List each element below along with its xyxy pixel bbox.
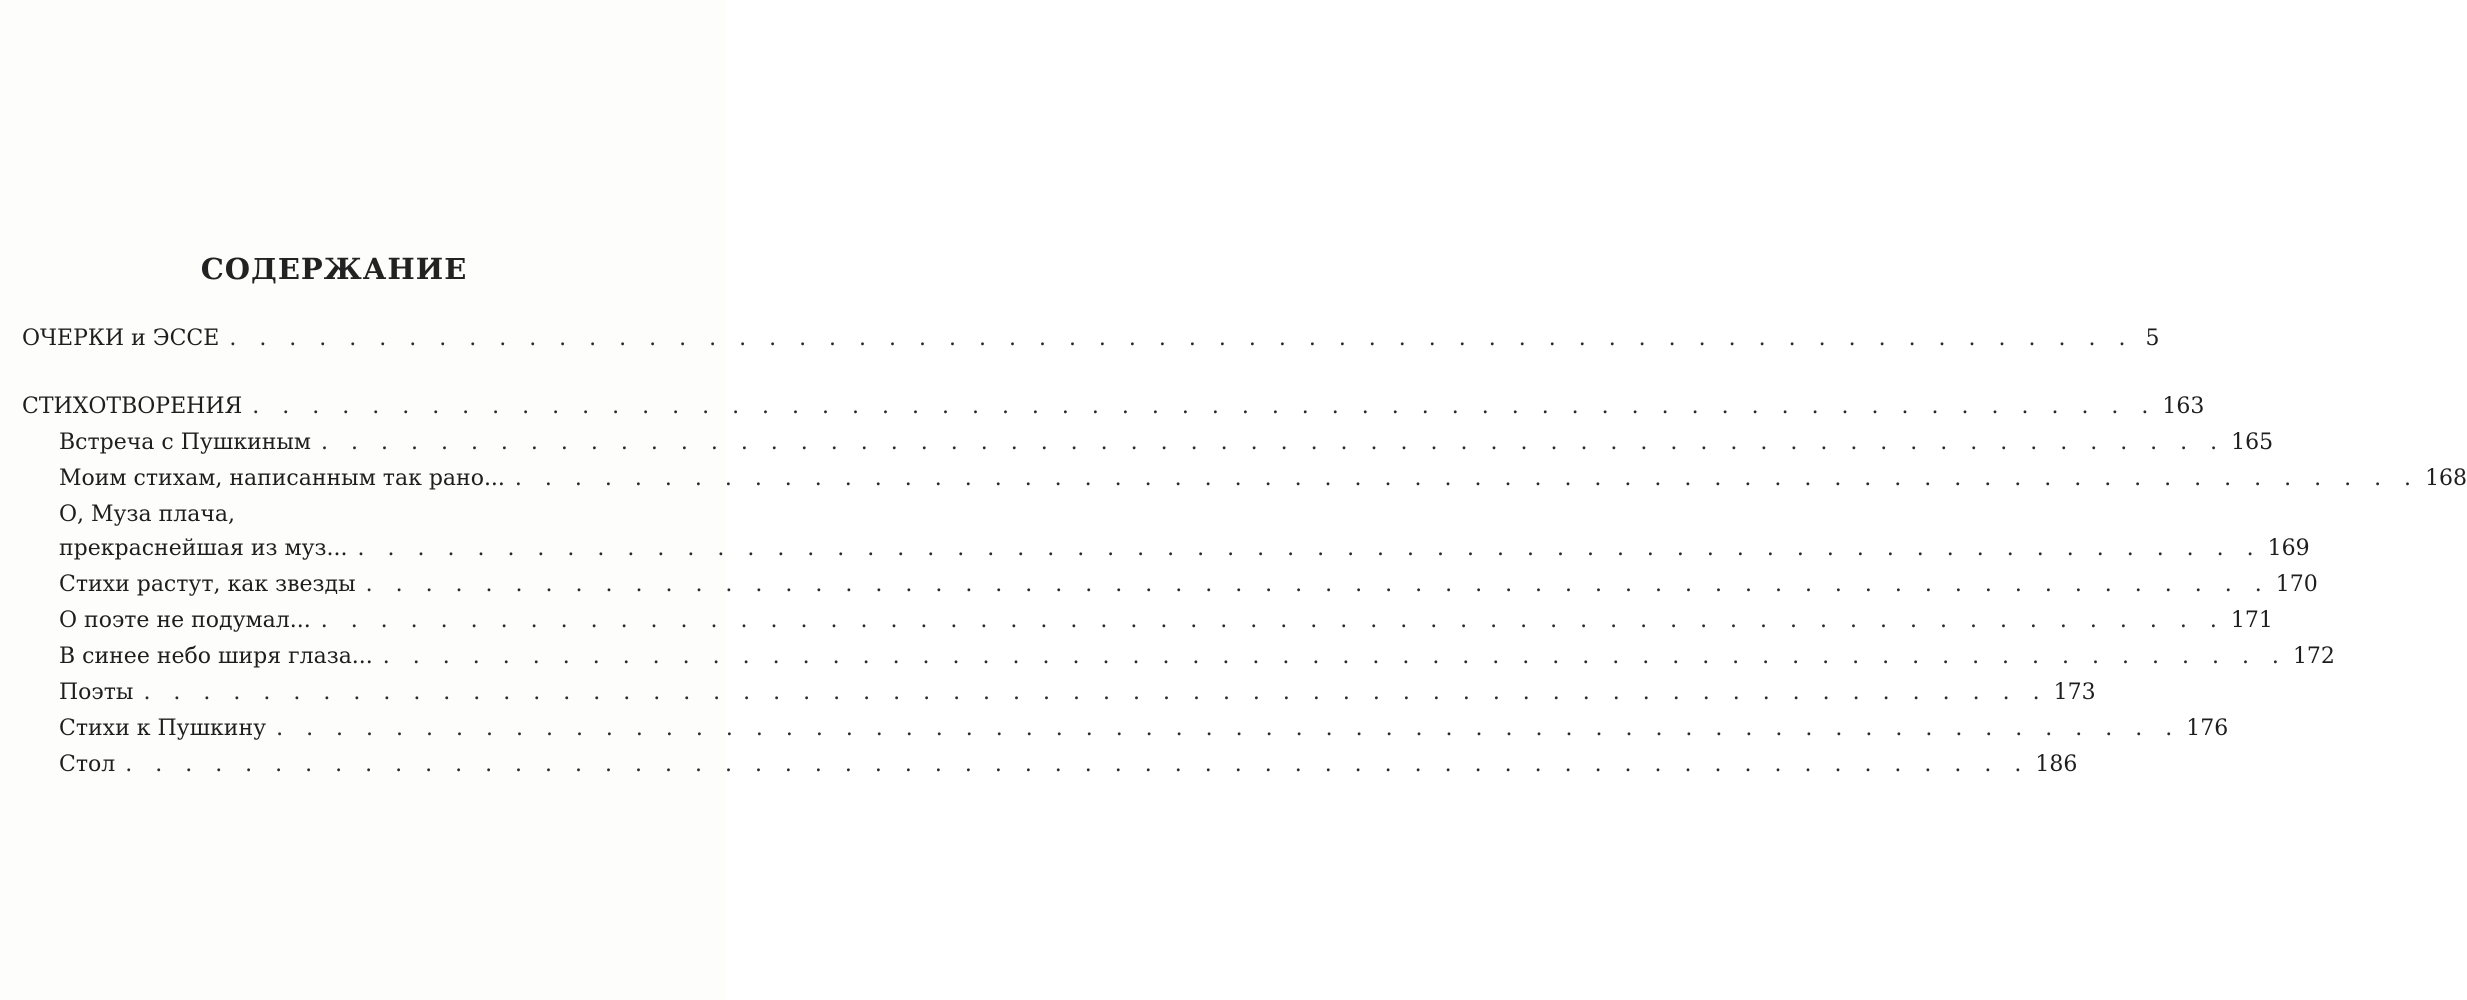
toc-entry[interactable] bbox=[59, 640, 2335, 674]
toc-entry-label: Моим стихам, написанным так рано... bbox=[59, 466, 505, 491]
toc-entry-label: ОЧЕРКИ и ЭССЕ bbox=[22, 326, 220, 351]
dot-leader: . . . . . . . . . . . . . . . . . . . . . . . . . . . . . . . . . . . . . . . . . . . . . . . . . . . . . . . . . . . . . . . . bbox=[229, 326, 2134, 351]
dot-leader: . . . . . . . . . . . . . . . . . . . . . . . . . . . . . . . . . . . . . . . . . . . . . . . . . . . . . . . . . . . . . . . . bbox=[143, 680, 2048, 705]
toc-entry-label: Встреча с Пушкиным bbox=[59, 430, 312, 455]
toc-entry-section[interactable] bbox=[22, 390, 2205, 424]
toc-entry-page-number: 165 bbox=[2231, 430, 2274, 455]
toc-entry-label: Стол bbox=[59, 752, 116, 777]
toc-entry[interactable] bbox=[59, 462, 2467, 496]
dot-leader: . . . . . . . . . . . . . . . . . . . . . . . . . . . . . . . . . . . . . . . . . . . . . . . . . . . . . . . . . . . . . . . . bbox=[321, 430, 2226, 455]
toc-entry[interactable] bbox=[59, 426, 2274, 460]
dot-leader: . . . . . . . . . . . . . . . . . . . . . . . . . . . . . . . . . . . . . . . . . . . . . . . . . . . . . . . . . . . . . . . . bbox=[252, 394, 2157, 419]
toc-entry-label-first-line[interactable]: О, Муза плача, bbox=[59, 502, 236, 527]
toc-entry-page-number: 5 bbox=[2145, 326, 2160, 351]
toc-entry-page-number: 176 bbox=[2186, 716, 2229, 741]
toc-entry-page-number: 186 bbox=[2035, 752, 2078, 777]
toc-entry-label: В синее небо ширя глаза... bbox=[59, 644, 373, 669]
dot-leader: . . . . . . . . . . . . . . . . . . . . . . . . . . . . . . . . . . . . . . . . . . . . . . . . . . . . . . . . . . . . . . . . bbox=[382, 644, 2287, 669]
toc-entry-section[interactable] bbox=[22, 322, 2160, 356]
toc-entry-page-number: 171 bbox=[2230, 608, 2273, 633]
dot-leader: . . . . . . . . . . . . . . . . . . . . . . . . . . . . . . . . . . . . . . . . . . . . . . . . . . . . . . . . . . . . . . . . bbox=[320, 608, 2225, 633]
page-title: СОДЕРЖАНИЕ bbox=[200, 252, 468, 286]
toc-entry[interactable] bbox=[59, 604, 2273, 638]
toc-entry[interactable] bbox=[59, 712, 2229, 746]
toc-entry-label: Поэты bbox=[59, 680, 134, 705]
toc-entry-page-number: 173 bbox=[2053, 680, 2096, 705]
toc-entry-page-number: 169 bbox=[2267, 536, 2310, 561]
toc-entry-page-number: 172 bbox=[2292, 644, 2335, 669]
toc-entry-label: СТИХОТВОРЕНИЯ bbox=[22, 394, 243, 419]
toc-entry[interactable] bbox=[59, 568, 2318, 602]
dot-leader: . . . . . . . . . . . . . . . . . . . . . . . . . . . . . . . . . . . . . . . . . . . . . . . . . . . . . . . . . . . . . . . . bbox=[357, 536, 2262, 561]
toc-entry-page-number: 168 bbox=[2425, 466, 2467, 491]
toc-entry[interactable] bbox=[59, 532, 2310, 566]
dot-leader: . . . . . . . . . . . . . . . . . . . . . . . . . . . . . . . . . . . . . . . . . . . . . . . . . . . . . . . . . . . . . . . . bbox=[514, 466, 2420, 491]
toc-entry-label: Стихи к Пушкину bbox=[59, 716, 267, 741]
toc-entry[interactable] bbox=[59, 676, 2096, 710]
toc-entry-page-number: 170 bbox=[2275, 572, 2318, 597]
dot-leader: . . . . . . . . . . . . . . . . . . . . . . . . . . . . . . . . . . . . . . . . . . . . . . . . . . . . . . . . . . . . . . . . bbox=[125, 752, 2030, 777]
toc-entry-page-number: 163 bbox=[2162, 394, 2205, 419]
dot-leader: . . . . . . . . . . . . . . . . . . . . . . . . . . . . . . . . . . . . . . . . . . . . . . . . . . . . . . . . . . . . . . . . bbox=[276, 716, 2181, 741]
toc-entry-label: О поэте не подумал... bbox=[59, 608, 311, 633]
toc-entry-label: Стихи растут, как звезды bbox=[59, 572, 356, 597]
toc-entry[interactable] bbox=[59, 748, 2078, 782]
dot-leader: . . . . . . . . . . . . . . . . . . . . . . . . . . . . . . . . . . . . . . . . . . . . . . . . . . . . . . . . . . . . . . . . bbox=[365, 572, 2270, 597]
toc-entry-label: прекраснейшая из муз... bbox=[59, 536, 348, 561]
